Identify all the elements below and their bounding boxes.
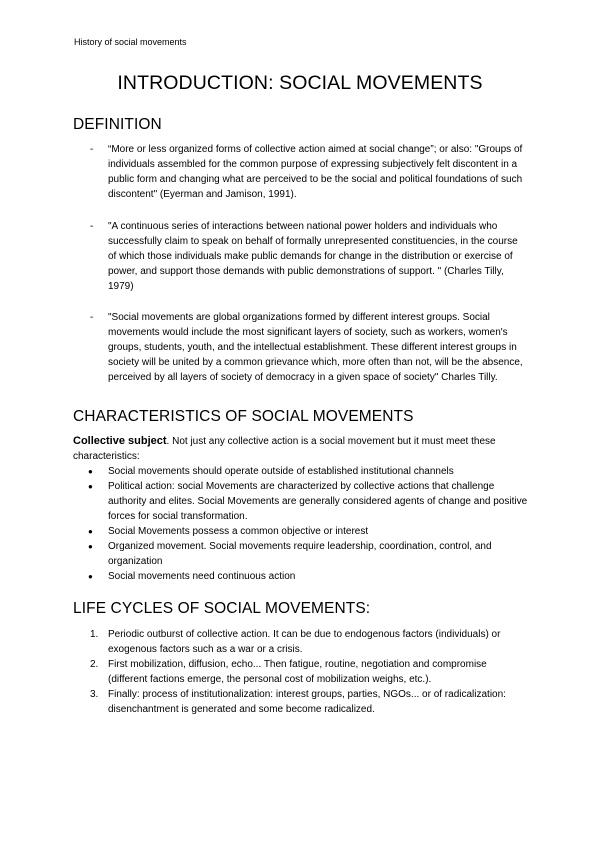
- characteristic-text: Organized movement. Social movements require leadership, coordination, control, and organization: [108, 541, 492, 567]
- bullet-icon: ●: [88, 482, 93, 491]
- list-item: [0, 569, 600, 584]
- list-number: 1.: [90, 629, 99, 640]
- definition-text: "A continuous series of interactions between national power holders and individuals who successfully claim to speak on behalf of formally unrepresented constituencies, in the course of which those individuals make public demands for change in the distribution or exercise of power, and support those demands with public demonstrations of support. " (Charles Tilly, 1979): [108, 220, 518, 292]
- characteristic-text: Social movements should operate outside of established institutional channels: [108, 466, 454, 477]
- bullet-icon: ●: [88, 527, 93, 536]
- list-marker: -: [90, 312, 94, 323]
- characteristics-list: [0, 464, 600, 584]
- list-number: 2.: [90, 659, 99, 670]
- characteristic-text: Political action: social Movements are characterized by collective actions that challenge authority and elites. Social Movements are generally considered agents of change and positive forces for social transformation.: [108, 481, 528, 522]
- characteristic-text: Social movements need continuous action: [108, 571, 296, 582]
- list-marker: -: [90, 144, 94, 155]
- list-item: [0, 627, 600, 657]
- definition-heading: DEFINITION: [73, 116, 162, 133]
- characteristics-heading: CHARACTERISTICS OF SOCIAL MOVEMENTS: [73, 408, 414, 425]
- list-item: [0, 539, 600, 569]
- list-item: [0, 310, 600, 385]
- list-item: [0, 479, 600, 524]
- life-cycle-text: Finally: process of institutionalization: interest groups, parties, NGOs... or of radicalization: disenchantment is generated and some become radicalized.: [108, 689, 506, 715]
- life-cycle-text: Periodic outburst of collective action. It can be due to endogenous factors (individuals) or exogenous factors such as a war or a crisis.: [108, 629, 501, 655]
- definition-list: [0, 142, 600, 402]
- bullet-icon: ●: [88, 542, 93, 551]
- list-item: [0, 464, 600, 479]
- list-item: [0, 687, 600, 717]
- list-item: [0, 657, 600, 687]
- list-item: [0, 219, 600, 294]
- life-cycles-list: [0, 627, 600, 717]
- list-marker: -: [90, 220, 94, 232]
- intro-rest: . Not just any collective action is a social movement but it must meet these characteristics:: [73, 436, 496, 462]
- list-number: 3.: [90, 689, 99, 700]
- bullet-icon: ●: [88, 467, 93, 476]
- life-cycle-text: First mobilization, diffusion, echo... Then fatigue, routine, negotiation and compromise (different factions emerge, the personal cost of mobilization weighs, etc.).: [108, 659, 487, 685]
- characteristics-intro: [73, 434, 528, 464]
- definition-text: "Social movements are global organizations formed by different interest groups. Social movements would include the most significant layers of society, such as workers, women's groups, students, youth, and the intellectual establishment. These different interest groups in society will be united by a common grievance which, more often than not, will be the absence, perceived by all layers of society of democracy in a given space of society" Charles Tilly.: [108, 312, 523, 383]
- intro-strong: Collective subject: [73, 435, 167, 447]
- running-header: History of social movements: [74, 37, 187, 47]
- list-item: [0, 142, 600, 202]
- characteristic-text: Social Movements possess a common objective or interest: [108, 526, 369, 537]
- list-item: [0, 524, 600, 539]
- definition-text: “More or less organized forms of collective action aimed at social change”; or also: "Groups of individuals assembled for the common purpose of expressing subjectively felt discontent in a public form and changing what are perceived to be the social and political foundations of such discontent" (Eyerman and Jamison, 1991).: [108, 144, 523, 200]
- bullet-icon: ●: [88, 572, 93, 581]
- page-title: INTRODUCTION: SOCIAL MOVEMENTS: [117, 72, 483, 94]
- life-cycles-heading: LIFE CYCLES OF SOCIAL MOVEMENTS:: [73, 600, 371, 617]
